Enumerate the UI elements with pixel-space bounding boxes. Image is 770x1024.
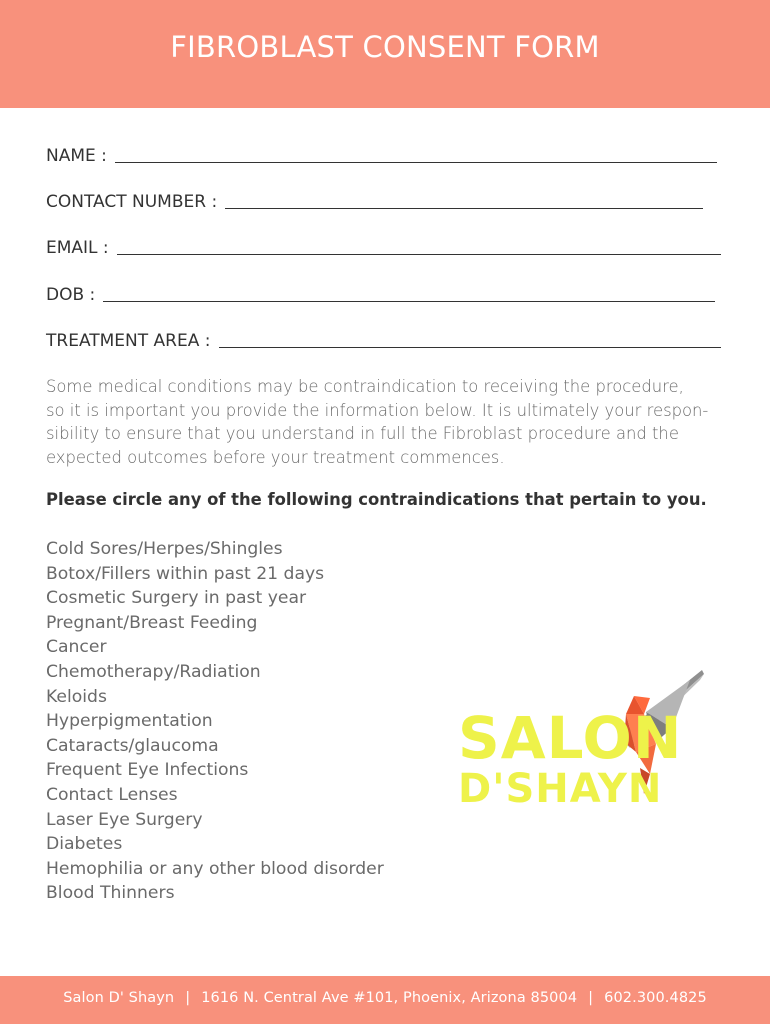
intro-line: expected outcomes before your treatment commences. bbox=[46, 447, 505, 467]
salon-logo bbox=[450, 662, 710, 812]
contact-number-field-label: CONTACT NUMBER : bbox=[46, 192, 218, 212]
header-banner bbox=[0, 0, 770, 108]
dob-field-line[interactable] bbox=[103, 301, 715, 302]
footer-address: 1616 N. Central Ave #101, Phoenix, Arizona 85004 bbox=[201, 990, 578, 1006]
dob-field-label: DOB : bbox=[46, 285, 96, 305]
email-field-line[interactable] bbox=[117, 254, 721, 255]
condition-item[interactable]: Chemotherapy/Radiation bbox=[46, 661, 261, 682]
contraindication-list bbox=[46, 537, 384, 906]
footer-business-name: Salon D' Shayn bbox=[63, 990, 175, 1006]
footer-separator: | bbox=[185, 990, 191, 1006]
intro-line: Some medical conditions may be contraindication to receiving the procedure, bbox=[46, 377, 684, 396]
logo-text-salon: SALON bbox=[458, 704, 683, 772]
name-field-row bbox=[46, 142, 717, 166]
condition-item[interactable]: Diabetes bbox=[46, 834, 123, 855]
contraindication-instruction: Please circle any of the following contraindications that pertain to you. bbox=[46, 490, 707, 509]
contact-number-field-line[interactable] bbox=[225, 208, 703, 209]
condition-item[interactable]: Contact Lenses bbox=[46, 784, 178, 805]
treatment-area-field-label: TREATMENT AREA : bbox=[46, 331, 211, 351]
condition-item[interactable]: Hemophilia or any other blood disorder bbox=[46, 858, 384, 879]
logo-text-dshayn: D'SHAYN bbox=[458, 766, 663, 812]
condition-item[interactable]: Hyperpigmentation bbox=[46, 711, 213, 732]
condition-item[interactable]: Pregnant/Breast Feeding bbox=[46, 612, 258, 633]
form-title: FIBROBLAST CONSENT FORM bbox=[170, 30, 600, 64]
email-field-row bbox=[46, 234, 721, 258]
condition-item[interactable]: Cold Sores/Herpes/Shingles bbox=[46, 539, 283, 559]
contact-number-field-row bbox=[46, 188, 703, 212]
footer-phone: 602.300.4825 bbox=[604, 990, 707, 1006]
intro-line: sibility to ensure that you understand in full the Fibroblast procedure and the bbox=[46, 424, 679, 443]
condition-item[interactable]: Frequent Eye Infections bbox=[46, 760, 249, 781]
footer-banner bbox=[0, 976, 770, 1024]
name-field-label: NAME : bbox=[46, 146, 107, 166]
intro-line: so it is important you provide the information below. It is ultimately your respon- bbox=[46, 400, 709, 420]
treatment-area-field-line[interactable] bbox=[219, 347, 721, 348]
footer-separator: | bbox=[588, 990, 594, 1006]
email-field-label: EMAIL : bbox=[46, 238, 109, 258]
condition-item[interactable]: Blood Thinners bbox=[46, 883, 175, 904]
condition-item[interactable]: Cancer bbox=[46, 637, 107, 658]
dob-field-row bbox=[46, 281, 715, 305]
condition-item[interactable]: Botox/Fillers within past 21 days bbox=[46, 563, 325, 584]
condition-item[interactable]: Cataracts/glaucoma bbox=[46, 735, 219, 756]
footer-contact-line bbox=[0, 990, 770, 1006]
condition-item[interactable]: Keloids bbox=[46, 686, 107, 707]
name-field-line[interactable] bbox=[115, 162, 717, 163]
treatment-area-field-row bbox=[46, 327, 721, 351]
condition-item[interactable]: Cosmetic Surgery in past year bbox=[46, 588, 307, 609]
intro-paragraph bbox=[46, 375, 736, 469]
condition-item[interactable]: Laser Eye Surgery bbox=[46, 809, 203, 830]
